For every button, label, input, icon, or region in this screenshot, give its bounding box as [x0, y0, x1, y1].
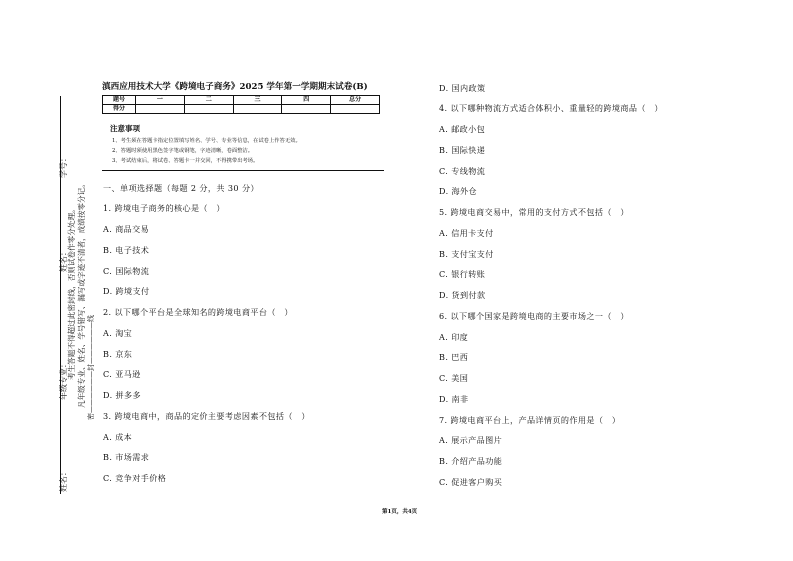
question-text: 1. 跨境电子商务的核心是（ ）: [103, 203, 225, 213]
question-text: 4. 以下哪种物流方式适合体积小、重量轻的跨境商品（ ）: [439, 103, 663, 113]
major-label: 年级专业：: [59, 360, 68, 400]
option-text: C. 专线物流: [439, 166, 486, 176]
option-text: C. 国际物流: [103, 266, 150, 276]
note-item: 2、答题时须使用黑色签字笔或钢笔，字迹清晰，卷面整洁。: [112, 148, 254, 154]
score-table: [102, 95, 380, 114]
option-text: A. 邮政小包: [439, 124, 486, 134]
option-text: C. 美国: [439, 373, 469, 383]
score-header-cell: 三: [233, 96, 282, 105]
option-text: B. 市场需求: [103, 452, 150, 462]
page-number: 第1页，共4页: [382, 509, 418, 515]
question-text: 6. 以下哪个国家是跨境电商的主要市场之一（ ）: [439, 311, 629, 321]
option-text: B. 支付宝支付: [439, 249, 494, 259]
note-item: 3、考试结束后，将试卷、答题卡一并交回，不得携带出考场。: [112, 158, 259, 164]
option-text: B. 电子技术: [103, 245, 150, 255]
name-label: 姓名：: [59, 248, 68, 272]
score-header-cell: 题号: [103, 96, 136, 105]
score-header-cell: 一: [136, 96, 185, 105]
score-value-cell: [331, 105, 380, 114]
option-text: D. 南非: [439, 394, 469, 404]
score-value-cell: [233, 105, 282, 114]
option-text: B. 京东: [103, 349, 133, 359]
question-text: 5. 跨境电商交易中，常用的支付方式不包括（ ）: [439, 207, 629, 217]
score-value-cell: [184, 105, 233, 114]
score-label-cell: 得分: [103, 105, 136, 114]
seal-line: [60, 96, 61, 494]
score-value-row: [103, 105, 380, 114]
option-text: A. 淘宝: [103, 328, 133, 338]
option-text: A. 信用卡支付: [439, 228, 494, 238]
binding-warning-2: 凡年级专业、姓名、学号错写、漏写或字迹不清者，成绩按零分记。: [77, 180, 86, 408]
binding-warning-1: 考生答题不得超过此密封线，否则试卷作零分处理。: [67, 205, 76, 380]
option-text: A. 展示产品图片: [439, 435, 503, 445]
score-value-cell: [136, 105, 185, 114]
student-id-label: 学号：: [59, 154, 68, 178]
seal-text: 密——————封——————线: [87, 315, 95, 420]
question-text: 3. 跨境电商中，商品的定价主要考虑因素不包括（ ）: [103, 411, 310, 421]
option-text: C. 亚马逊: [103, 369, 141, 379]
notes-title: 注意事项: [110, 124, 140, 133]
score-value-cell: [282, 105, 331, 114]
question-text: 2. 以下哪个平台是全球知名的跨境电商平台（ ）: [103, 307, 293, 317]
score-header-cell: 二: [184, 96, 233, 105]
note-item: 1、考生须在答题卡指定位置填写姓名、学号、专业等信息，在试卷上作答无效。: [112, 138, 301, 144]
option-text: D. 海外仓: [439, 186, 478, 196]
score-header-cell: 总分: [331, 96, 380, 105]
option-text: A. 成本: [103, 432, 133, 442]
section-divider: [102, 170, 384, 171]
exam-title: 滇西应用技术大学《跨境电子商务》2025 学年第一学期期末试卷(B): [102, 82, 368, 92]
option-text: B. 国际快递: [439, 145, 486, 155]
name-bottom-label: 姓名：: [59, 468, 68, 492]
option-text: C. 促进客户购买: [439, 477, 503, 487]
score-header-row: [103, 96, 380, 105]
option-text: D. 跨境支付: [103, 286, 150, 296]
option-text: D. 国内政策: [439, 83, 486, 93]
option-text: D. 拼多多: [103, 390, 142, 400]
section-heading: 一、单项选择题（每题 2 分，共 30 分）: [103, 183, 259, 193]
option-text: A. 商品交易: [103, 224, 150, 234]
notes-section: [102, 123, 380, 166]
question-text: 7. 跨境电商平台上，产品详情页的作用是（ ）: [439, 415, 621, 425]
option-text: C. 银行转账: [439, 269, 486, 279]
option-text: A. 印度: [439, 332, 469, 342]
option-text: C. 竞争对手价格: [103, 473, 167, 483]
option-text: B. 介绍产品功能: [439, 456, 503, 466]
option-text: B. 巴西: [439, 352, 469, 362]
score-header-cell: 四: [282, 96, 331, 105]
option-text: D. 货到付款: [439, 290, 486, 300]
